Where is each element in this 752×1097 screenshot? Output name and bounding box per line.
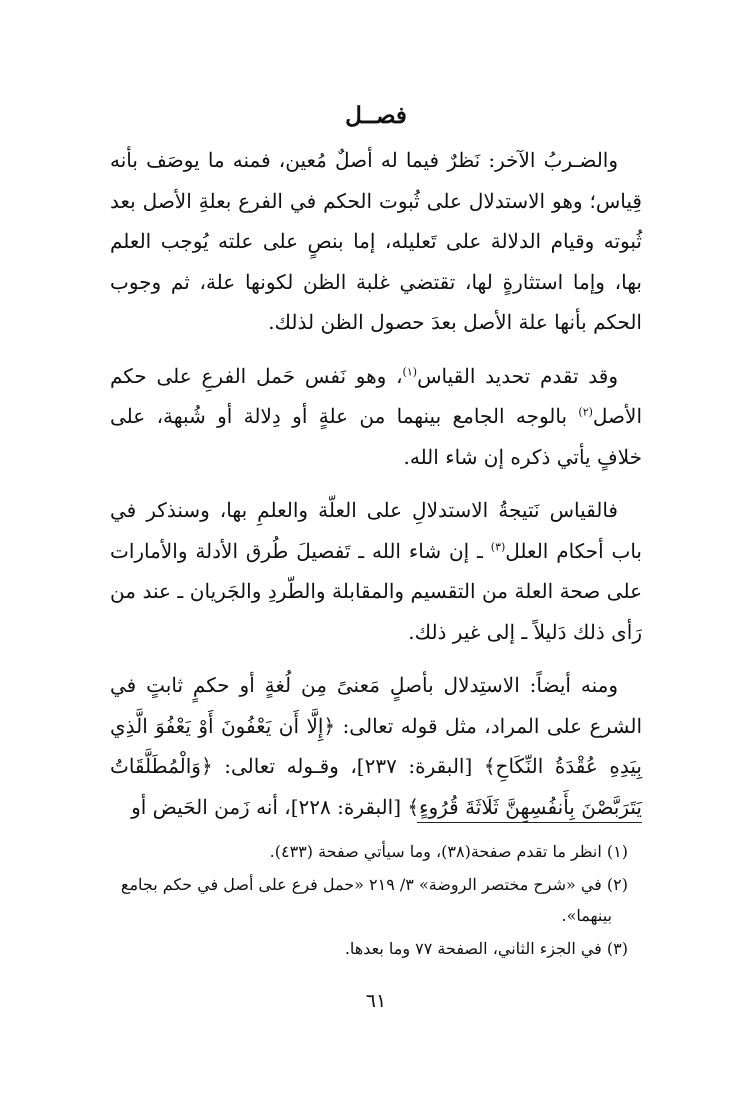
paragraph-1-text: والضـربُ الآخر: نَظرٌ فيما له أصلٌ مُعين، فمنه ما يوصَف بأنه قِياس؛ وهو الاستدلال على ثُبوت الحكم في الفرع بعلةِ الأصل بعد ثُبوته وقيام الدلالة على تَعليله، إما بنصٍ على علته يُوجب العلم بها، وإما استثارةٍ لها، تقتضي غلبة الظن لكونها علة، ثم وجوب الحكم بأنها علة الأصل بعدَ حصول الظن لذلك. <box>110 148 642 334</box>
footnote-2 <box>110 869 642 931</box>
paragraph-3 <box>110 490 642 652</box>
footnotes <box>110 836 642 966</box>
paragraph-2-text-b: ، وهو نَفس حَمل الفرعِ على حكم الأصل <box>110 363 642 428</box>
paragraph-2 <box>110 356 642 478</box>
paragraph-2-text-c: بالوجه الجامع بينهما من علةٍ أو دِلالة أو شُبهة، على خلافٍ يأتي ذكره إن شاء الله. <box>110 404 642 469</box>
paragraph-4-text: ومنه أيضاً: الاستِدلال بأصلٍ مَعنىً مِن لُغةٍ أو حكمٍ ثابتٍ في الشرع على المراد، مثل قوله تعالى: ﴿إِلَّا أَن يَعْفُونَ أَوْ يَعْفُوَ الَّذِي بِيَدِهِ عُقْدَةُ النِّكَاحِ﴾ [البقرة: ٢٣٧]، وقـوله تعالى: ﴿وَالْمُطَلَّقَاتُ يَتَرَبَّصْنَ بِأَنفُسِهِنَّ ثَلَاثَةَ قُرُوءٍ﴾ [البقرة: ٢٢٨]، أنه زَمن الحَيض أو <box>110 673 642 819</box>
footnote-1 <box>110 836 642 867</box>
page-number: ٦١ <box>365 990 387 1012</box>
paragraph-4 <box>110 665 642 827</box>
footnote-marker-3[interactable]: (٣) <box>490 539 506 553</box>
footnote-1-text: (١) انظر ما تقدم صفحة(٣٨)، وما سيأتي صفحة (٤٣٣). <box>269 842 628 861</box>
footnote-separator <box>417 822 642 823</box>
paragraph-3-text-a: فالقياس نَتيجةُ الاستدلالِ على العلّة والعلمِ بها، وسنذكر في باب أحكام العلل <box>110 498 642 563</box>
footnote-3 <box>110 933 642 964</box>
footnote-marker-1[interactable]: (١) <box>402 364 418 378</box>
footnote-2-continuation: بينهما». <box>561 906 612 925</box>
footnote-marker-2[interactable]: (٢) <box>578 405 593 419</box>
paragraph-3-text-b: ـ إن شاء الله ـ تَفصيلَ طُرق الأدلة والأمارات على صحة العلة من التقسيم والمقابلة والطّردِ والجَريان ـ عند من رَأى ذلك دَليلاً ـ إلى غير ذلك. <box>110 538 642 644</box>
footnote-3-text: (٣) في الجزء الثاني، الصفحة ٧٧ وما بعدها. <box>344 939 628 958</box>
footnote-2-text: (٢) في «شرح مختصر الروضة» ٣/ ٢١٩ «حمل فرع على أصل في حكم بجامع <box>120 875 628 894</box>
main-text <box>110 140 642 840</box>
paragraph-1 <box>110 140 642 343</box>
paragraph-2-text-a: وقد تقدم تحديد القياس <box>417 363 618 388</box>
section-heading: فصــل <box>345 102 407 129</box>
